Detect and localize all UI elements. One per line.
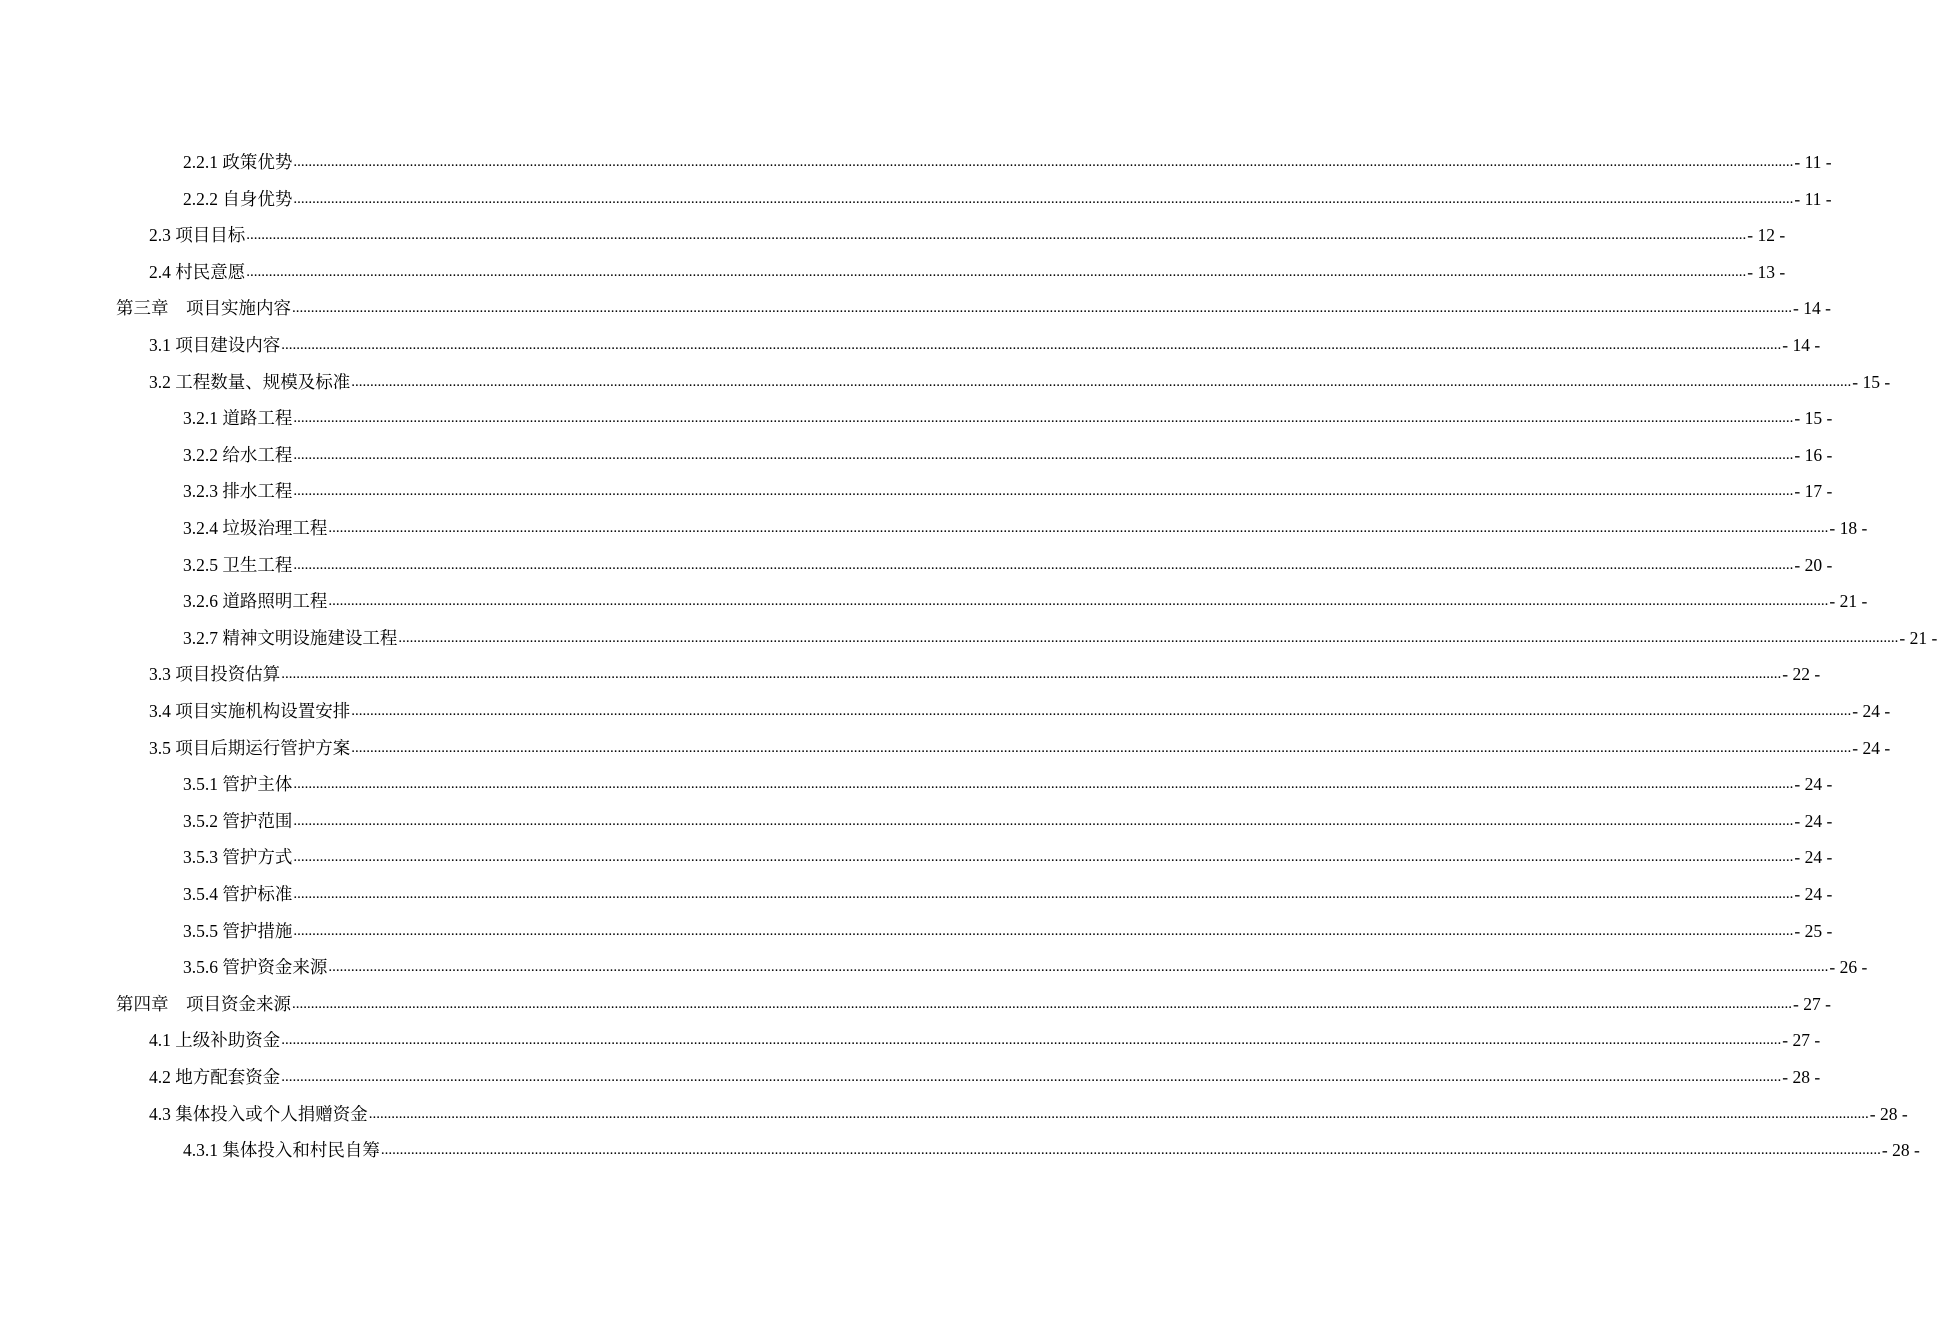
toc-page-number: - 22 - <box>1782 664 1821 685</box>
toc-entry-title: 3.2 工程数量、规模及标准 <box>149 371 351 392</box>
toc-entry[interactable] <box>183 802 1833 832</box>
toc-entry[interactable] <box>149 692 1891 722</box>
toc-entry[interactable] <box>149 326 1821 356</box>
toc-entry-title: 4.3 集体投入或个人捐赠资金 <box>149 1103 368 1124</box>
toc-dot-leader: ................................................................................................................................................................................................................................................................................................................................................................................................................ <box>281 1069 1782 1085</box>
toc-dot-leader: ................................................................................................................................................................................................................................................................................................................................................................................................................ <box>328 959 1829 976</box>
toc-dot-leader: ................................................................................................................................................................................................................................................................................................................................................................................................................ <box>328 593 1829 610</box>
toc-page-number: - 27 - <box>1782 1030 1821 1051</box>
toc-entry[interactable] <box>183 838 1833 868</box>
toc-entry-title: 3.2.1 道路工程 <box>183 408 293 429</box>
toc-entry-title: 2.2.1 政策优势 <box>183 152 293 172</box>
toc-dot-leader: ................................................................................................................................................................................................................................................................................................................................................................................................................ <box>293 446 1794 463</box>
toc-entry[interactable] <box>183 546 1833 576</box>
toc-dot-leader: ................................................................................................................................................................................................................................................................................................................................................................................................................ <box>380 1142 1881 1159</box>
toc-page-number: - 24 - <box>1852 737 1891 758</box>
toc-entry[interactable] <box>149 729 1891 759</box>
toc-dot-leader: ................................................................................................................................................................................................................................................................................................................................................................................................................ <box>292 995 1792 1012</box>
toc-page-number: - 24 - <box>1794 884 1833 904</box>
toc-entry-title: 4.2 地方配套资金 <box>149 1067 281 1087</box>
toc-dot-leader: ................................................................................................................................................................................................................................................................................................................................................................................................................ <box>293 812 1794 829</box>
toc-page-number: - 24 - <box>1794 774 1833 795</box>
toc-page-number: - 25 - <box>1794 920 1833 941</box>
toc-dot-leader: ................................................................................................................................................................................................................................................................................................................................................................................................................ <box>281 337 1782 353</box>
toc-dot-leader: ................................................................................................................................................................................................................................................................................................................................................................................................................ <box>293 190 1794 207</box>
toc-entry[interactable] <box>149 216 1786 246</box>
toc-entry-title: 3.2.5 卫生工程 <box>183 554 293 575</box>
toc-entry[interactable] <box>149 655 1821 685</box>
toc-page-number: - 21 - <box>1899 627 1937 648</box>
toc-entry[interactable] <box>183 509 1868 539</box>
toc-dot-leader: ................................................................................................................................................................................................................................................................................................................................................................................................................ <box>292 300 1792 317</box>
toc-chapter-entry[interactable] <box>116 289 1831 319</box>
toc-entry[interactable] <box>183 1131 1920 1161</box>
toc-page-number: - 14 - <box>1782 335 1821 355</box>
toc-entry-title: 4.3.1 集体投入和村民自筹 <box>183 1140 380 1161</box>
toc-page-number: - 14 - <box>1793 298 1831 319</box>
toc-entry[interactable] <box>183 399 1833 429</box>
toc-page-number: - 24 - <box>1794 847 1833 868</box>
toc-page-number: - 28 - <box>1869 1103 1908 1124</box>
toc-page-number: - 24 - <box>1852 701 1891 721</box>
toc-entry[interactable] <box>149 1058 1821 1088</box>
toc-entry-title: 3.2.2 给水工程 <box>183 444 293 465</box>
toc-page-number: - 26 - <box>1829 957 1868 978</box>
toc-page-number: - 24 - <box>1794 810 1833 831</box>
toc-entry[interactable] <box>183 143 1832 173</box>
toc-entry[interactable] <box>183 948 1868 978</box>
toc-dot-leader: ................................................................................................................................................................................................................................................................................................................................................................................................................ <box>281 666 1782 683</box>
toc-chapter-entry[interactable] <box>116 985 1831 1015</box>
toc-entry[interactable] <box>149 1095 1908 1125</box>
toc-entry-title: 3.1 项目建设内容 <box>149 335 281 355</box>
toc-entry-title: 3.2.4 垃圾治理工程 <box>183 518 328 538</box>
toc-dot-leader: ................................................................................................................................................................................................................................................................................................................................................................................................................ <box>293 849 1794 866</box>
toc-dot-leader: ................................................................................................................................................................................................................................................................................................................................................................................................................ <box>351 703 1852 719</box>
toc-dot-leader: ................................................................................................................................................................................................................................................................................................................................................................................................................ <box>293 886 1794 902</box>
toc-page-number: - 20 - <box>1794 554 1833 575</box>
toc-dot-leader: ................................................................................................................................................................................................................................................................................................................................................................................................................ <box>246 263 1747 280</box>
toc-dot-leader: ................................................................................................................................................................................................................................................................................................................................................................................................................ <box>281 1032 1782 1049</box>
toc-page-number: - 15 - <box>1794 408 1833 429</box>
toc-entry-title: 3.5.4 管护标准 <box>183 884 293 904</box>
toc-dot-leader: ................................................................................................................................................................................................................................................................................................................................................................................................................ <box>293 483 1794 500</box>
toc-entry[interactable] <box>149 363 1891 393</box>
toc-page-number: - 17 - <box>1794 481 1833 502</box>
toc-entry-title: 3.5.3 管护方式 <box>183 847 293 868</box>
toc-dot-leader: ................................................................................................................................................................................................................................................................................................................................................................................................................ <box>351 373 1852 390</box>
toc-dot-leader: ................................................................................................................................................................................................................................................................................................................................................................................................................ <box>368 1105 1869 1122</box>
toc-entry-title: 3.5.6 管护资金来源 <box>183 957 328 978</box>
toc-entry[interactable] <box>183 765 1833 795</box>
toc-entry[interactable] <box>183 180 1832 210</box>
toc-entry[interactable] <box>183 472 1833 502</box>
toc-dot-leader: ................................................................................................................................................................................................................................................................................................................................................................................................................ <box>293 556 1794 573</box>
toc-page-number: - 28 - <box>1782 1067 1821 1087</box>
toc-entry-title: 3.5.2 管护范围 <box>183 810 293 831</box>
toc-entry-title: 3.3 项目投资估算 <box>149 664 281 685</box>
toc-entry-title: 3.2.3 排水工程 <box>183 481 293 502</box>
toc-dot-leader: ................................................................................................................................................................................................................................................................................................................................................................................................................ <box>351 739 1852 756</box>
toc-entry[interactable] <box>183 912 1833 942</box>
toc-entry[interactable] <box>183 619 1937 649</box>
toc-entry-title: 3.5.1 管护主体 <box>183 774 293 795</box>
toc-entry-title: 4.1 上级补助资金 <box>149 1030 281 1051</box>
toc-entry-title: 第三章 项目实施内容 <box>116 298 291 319</box>
toc-page-number: - 11 - <box>1794 188 1832 209</box>
toc-dot-leader: ................................................................................................................................................................................................................................................................................................................................................................................................................ <box>293 410 1794 427</box>
toc-entry[interactable] <box>183 582 1868 612</box>
toc-entry[interactable] <box>149 253 1786 283</box>
toc-entry-title: 3.4 项目实施机构设置安排 <box>149 701 351 721</box>
toc-page-number: - 28 - <box>1881 1140 1920 1161</box>
toc-page-number: - 13 - <box>1747 261 1786 282</box>
toc-entry-title: 3.2.7 精神文明设施建设工程 <box>183 627 398 648</box>
toc-entry[interactable] <box>149 1021 1821 1051</box>
toc-entry-title: 2.4 村民意愿 <box>149 261 246 282</box>
toc-page-number: - 18 - <box>1829 518 1868 538</box>
toc-dot-leader: ................................................................................................................................................................................................................................................................................................................................................................................................................ <box>246 227 1747 244</box>
toc-dot-leader: ................................................................................................................................................................................................................................................................................................................................................................................................................ <box>328 520 1829 536</box>
toc-entry-title: 2.3 项目目标 <box>149 225 246 246</box>
toc-page-number: - 27 - <box>1793 993 1831 1014</box>
toc-page-number: - 11 - <box>1794 152 1832 172</box>
toc-entry-title: 3.5 项目后期运行管护方案 <box>149 737 351 758</box>
toc-entry-title: 3.5.5 管护措施 <box>183 920 293 941</box>
toc-entry-title: 2.2.2 自身优势 <box>183 188 293 209</box>
toc-page-number: - 16 - <box>1794 444 1833 465</box>
toc-dot-leader: ................................................................................................................................................................................................................................................................................................................................................................................................................ <box>293 922 1794 939</box>
toc-entry[interactable] <box>183 436 1833 466</box>
toc-entry[interactable] <box>183 875 1833 905</box>
toc-page-number: - 21 - <box>1829 591 1868 612</box>
toc-page-number: - 12 - <box>1747 225 1786 246</box>
toc-dot-leader: ................................................................................................................................................................................................................................................................................................................................................................................................................ <box>293 154 1794 170</box>
toc-entry-title: 第四章 项目资金来源 <box>116 993 291 1014</box>
toc-dot-leader: ................................................................................................................................................................................................................................................................................................................................................................................................................ <box>293 776 1794 793</box>
toc-page-number: - 15 - <box>1852 371 1891 392</box>
toc-dot-leader: ................................................................................................................................................................................................................................................................................................................................................................................................................ <box>398 629 1899 646</box>
toc-entry-title: 3.2.6 道路照明工程 <box>183 591 328 612</box>
